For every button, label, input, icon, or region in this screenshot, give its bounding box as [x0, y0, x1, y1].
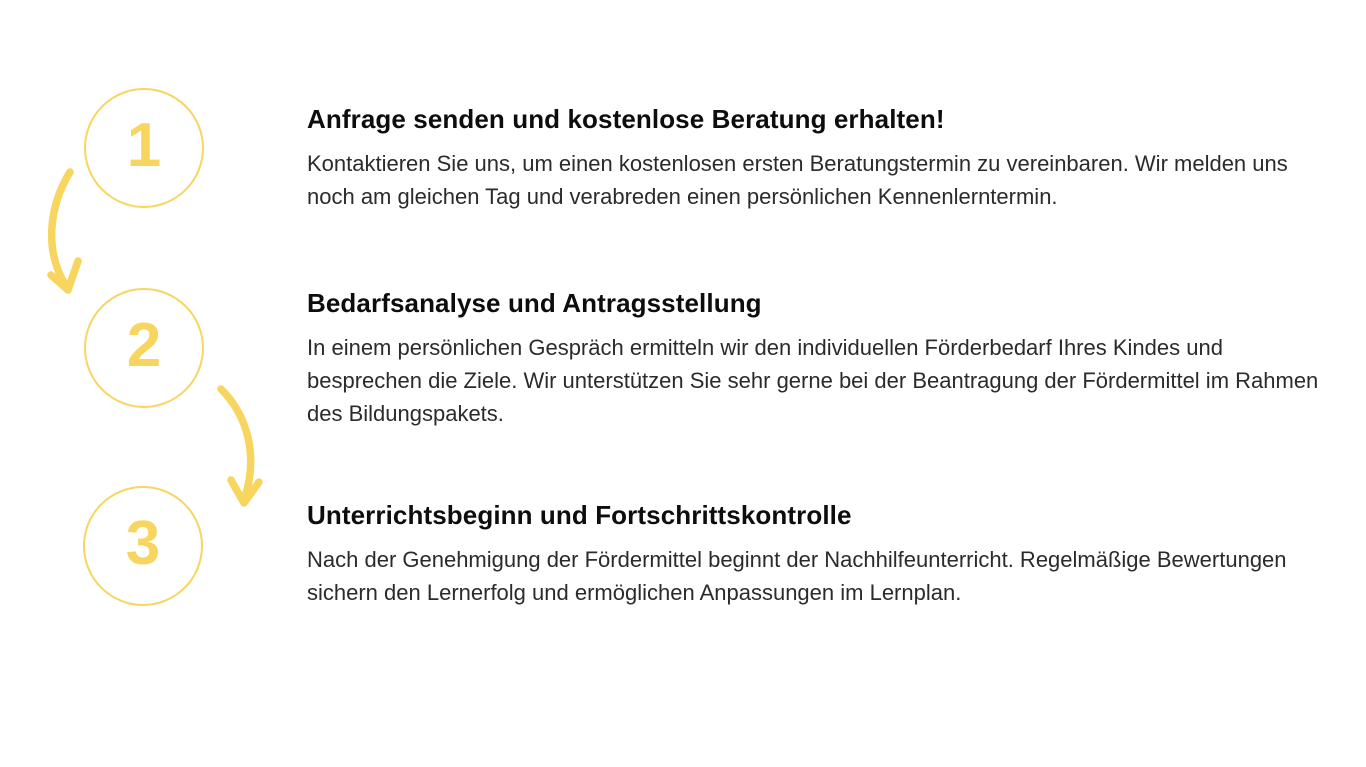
step-2-text-block [307, 287, 1327, 430]
step-2-title: Bedarfsanalyse und Antragsstellung [307, 288, 762, 318]
step-3-number: 3 [125, 509, 161, 578]
step-2-number: 2 [126, 311, 162, 380]
step-1-text-block [307, 103, 1327, 213]
step-1-number: 1 [126, 111, 162, 180]
step-3-text-block [307, 499, 1327, 609]
step-3-circle [83, 486, 203, 606]
step-1-description: Kontaktieren Sie uns, um einen kostenlosen ersten Beratungstermin zu vereinbaren. Wir melden uns noch am gleichen Tag und verabreden einen persönlichen Kennenlerntermin. [307, 150, 1288, 209]
step-3-description: Nach der Genehmigung der Fördermittel beginnt der Nachhilfeunterricht. Regelmäßige Bewertungen sichern den Lernerfolg und ermöglichen Anpassungen im Lernplan. [307, 546, 1287, 605]
arrow-step2-to-step3-icon [221, 389, 259, 503]
step-1-circle [84, 88, 204, 208]
arrow-step1-to-step2-icon [51, 172, 78, 290]
step-2-description: In einem persönlichen Gespräch ermitteln wir den individuellen Förderbedarf Ihres Kindes und besprechen die Ziele. Wir unterstützen Sie sehr gerne bei der Beantragung der Fördermittel im Rahmen des Bildungspakets. [307, 334, 1319, 426]
step-1-title: Anfrage senden und kostenlose Beratung erhalten! [307, 104, 945, 134]
step-3-title: Unterrichtsbeginn und Fortschrittskontrolle [307, 500, 852, 530]
step-2-circle [84, 288, 204, 408]
